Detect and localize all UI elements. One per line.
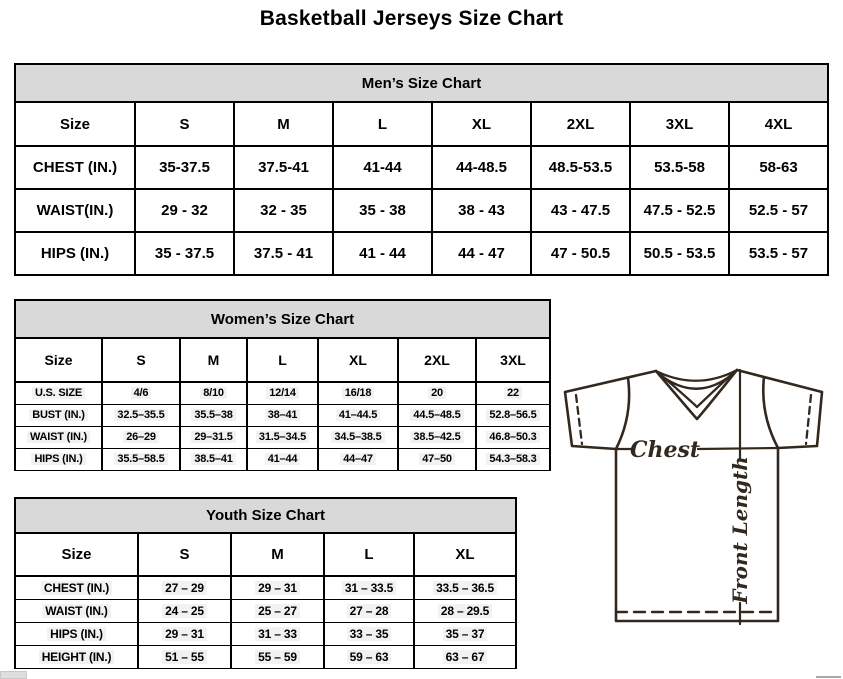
size-value-text: 38–41 [265, 409, 301, 421]
size-value-text: 41–44.5 [336, 409, 380, 421]
table-row [15, 404, 550, 426]
table-row [15, 338, 550, 382]
size-value-text: 22 [504, 387, 522, 399]
column-header: Size [15, 533, 138, 576]
size-value-text: 35.5–58.5 [114, 453, 167, 465]
row-label [15, 599, 138, 622]
size-value [318, 426, 398, 448]
size-value [102, 404, 180, 426]
size-value [180, 404, 247, 426]
size-value: 58-63 [729, 146, 828, 189]
size-value-text: 63 – 67 [443, 650, 488, 664]
column-header: Size [15, 102, 135, 146]
size-value: 35-37.5 [135, 146, 234, 189]
size-value: 48.5-53.5 [531, 146, 630, 189]
table-row [15, 102, 828, 146]
row-label [15, 645, 138, 668]
table-row [15, 146, 828, 189]
size-value: 37.5-41 [234, 146, 333, 189]
size-value [398, 404, 476, 426]
size-value-text: 34.5–38.5 [331, 431, 384, 443]
jersey-vneck-outer [656, 370, 737, 419]
size-value [247, 426, 318, 448]
size-value-text: 41–44 [265, 453, 301, 465]
column-header: M [234, 102, 333, 146]
table-row [15, 300, 550, 338]
size-value: 44 - 47 [432, 232, 531, 275]
row-label-text: WAIST (IN.) [27, 431, 90, 443]
column-header: 3XL [476, 338, 550, 382]
size-value [102, 448, 180, 470]
size-value-text: 47–50 [419, 453, 455, 465]
size-value-text: 44–47 [340, 453, 376, 465]
size-value-text: 12/14 [266, 387, 299, 399]
column-header: S [138, 533, 231, 576]
womens-size-chart-table [14, 299, 551, 471]
row-label-text: HIPS (IN.) [47, 627, 106, 641]
size-value-text: 52.8–56.5 [486, 409, 539, 421]
table-row [15, 232, 828, 275]
size-value-text: 51 – 55 [162, 650, 207, 664]
size-value [324, 645, 414, 668]
column-header: XL [414, 533, 516, 576]
size-value: 41-44 [333, 146, 432, 189]
table-row [15, 426, 550, 448]
mens-size-chart-table [14, 63, 829, 276]
row-label-text: HIPS (IN.) [31, 453, 85, 465]
column-header: 2XL [531, 102, 630, 146]
size-value-text: 4/6 [131, 387, 152, 399]
size-value-text: 31 – 33 [255, 627, 300, 641]
size-value: 32 - 35 [234, 189, 333, 232]
column-header: S [135, 102, 234, 146]
size-value-text: 35.5–38 [191, 409, 235, 421]
size-value: 38 - 43 [432, 189, 531, 232]
size-value: 37.5 - 41 [234, 232, 333, 275]
row-label-text: BUST (IN.) [29, 409, 87, 421]
size-value [414, 622, 516, 645]
mens-chart-title: Men’s Size Chart [15, 64, 828, 102]
size-value-text: 8/10 [200, 387, 227, 399]
size-value [398, 426, 476, 448]
size-value [247, 448, 318, 470]
youth-size-chart-table [14, 497, 517, 669]
size-value [231, 645, 324, 668]
youth-size-chart-section [14, 497, 517, 669]
size-value-text: 20 [428, 387, 446, 399]
table-row [15, 382, 550, 404]
size-value [318, 404, 398, 426]
front-length-label: Front Length [728, 456, 752, 604]
size-value [398, 382, 476, 404]
size-value: 53.5-58 [630, 146, 729, 189]
size-value-text: 27 – 29 [162, 581, 207, 595]
size-value-text: 25 – 27 [255, 604, 300, 618]
size-value [138, 645, 231, 668]
jersey-right-seam [763, 377, 778, 448]
size-value [102, 382, 180, 404]
row-label [15, 382, 102, 404]
size-value [324, 622, 414, 645]
womens-chart-title: Women’s Size Chart [15, 300, 550, 338]
size-value: 29 - 32 [135, 189, 234, 232]
jersey-measurement-diagram [552, 360, 843, 626]
jersey-right-sleeve-hem-dashes [806, 395, 811, 444]
row-label [15, 426, 102, 448]
column-header: Size [15, 338, 102, 382]
size-value [247, 404, 318, 426]
row-label [15, 622, 138, 645]
row-label-text: WAIST (IN.) [42, 604, 110, 618]
jersey-body-outline [616, 448, 778, 621]
size-value [247, 382, 318, 404]
size-value [102, 426, 180, 448]
table-row [15, 576, 516, 599]
row-label: WAIST(IN.) [15, 189, 135, 232]
size-value-text: 33.5 – 36.5 [433, 581, 497, 595]
size-value-text: 26–29 [123, 431, 159, 443]
size-value-text: 59 – 63 [347, 650, 392, 664]
table-row [15, 498, 516, 533]
size-value-text: 38.5–42.5 [410, 431, 463, 443]
size-value [318, 382, 398, 404]
size-value [318, 448, 398, 470]
size-value-text: 35 – 37 [443, 627, 488, 641]
column-header: L [333, 102, 432, 146]
jersey-left-seam [616, 378, 629, 449]
size-value [180, 448, 247, 470]
size-value [414, 599, 516, 622]
column-header: S [102, 338, 180, 382]
size-value-text: 29–31.5 [191, 431, 235, 443]
size-value: 44-48.5 [432, 146, 531, 189]
chest-label: Chest [629, 437, 701, 463]
column-header: 4XL [729, 102, 828, 146]
row-label [15, 448, 102, 470]
table-row [15, 645, 516, 668]
size-value-text: 29 – 31 [162, 627, 207, 641]
column-header: 3XL [630, 102, 729, 146]
size-value-text: 54.3–58.3 [486, 453, 539, 465]
size-value-text: 46.8–50.3 [486, 431, 539, 443]
size-value: 53.5 - 57 [729, 232, 828, 275]
size-value [180, 382, 247, 404]
row-label-text: HEIGHT (IN.) [39, 650, 115, 664]
column-header: 2XL [398, 338, 476, 382]
size-value-text: 55 – 59 [255, 650, 300, 664]
size-value [324, 576, 414, 599]
size-value [231, 599, 324, 622]
column-header: XL [318, 338, 398, 382]
size-value-text: 29 – 31 [255, 581, 300, 595]
table-row [15, 622, 516, 645]
size-value [414, 645, 516, 668]
size-value-text: 44.5–48.5 [410, 409, 463, 421]
horizontal-scrollbar-fragment[interactable] [816, 676, 841, 678]
table-row [15, 599, 516, 622]
column-header: M [231, 533, 324, 576]
size-value [180, 426, 247, 448]
size-value [476, 448, 550, 470]
horizontal-scrollbar-thumb[interactable] [0, 671, 27, 679]
table-row [15, 189, 828, 232]
table-row [15, 448, 550, 470]
size-value [138, 622, 231, 645]
size-value [231, 576, 324, 599]
size-value-text: 31.5–34.5 [256, 431, 309, 443]
womens-size-chart-section [14, 299, 551, 471]
size-value: 41 - 44 [333, 232, 432, 275]
size-value-text: 32.5–35.5 [114, 409, 167, 421]
size-value-text: 38.5–41 [191, 453, 235, 465]
page-title: Basketball Jerseys Size Chart [259, 7, 564, 30]
size-value [138, 599, 231, 622]
size-value-text: 31 – 33.5 [342, 581, 396, 595]
column-header: L [247, 338, 318, 382]
row-label: CHEST (IN.) [15, 146, 135, 189]
size-value [476, 426, 550, 448]
size-value [324, 599, 414, 622]
size-value [231, 622, 324, 645]
size-value-text: 27 – 28 [347, 604, 392, 618]
size-value: 52.5 - 57 [729, 189, 828, 232]
size-value [138, 576, 231, 599]
youth-chart-title: Youth Size Chart [15, 498, 516, 533]
size-value: 35 - 38 [333, 189, 432, 232]
row-label-text: CHEST (IN.) [41, 581, 112, 595]
size-value-text: 16/18 [342, 387, 375, 399]
column-header: L [324, 533, 414, 576]
row-label [15, 576, 138, 599]
column-header: M [180, 338, 247, 382]
size-value [476, 404, 550, 426]
table-row [15, 64, 828, 102]
size-value: 47 - 50.5 [531, 232, 630, 275]
row-label: HIPS (IN.) [15, 232, 135, 275]
row-label [15, 404, 102, 426]
row-label-text: U.S. SIZE [32, 387, 85, 399]
size-value-text: 28 – 29.5 [438, 604, 492, 618]
column-header: XL [432, 102, 531, 146]
size-value: 35 - 37.5 [135, 232, 234, 275]
table-row [15, 533, 516, 576]
size-value-text: 24 – 25 [162, 604, 207, 618]
size-value-text: 33 – 35 [347, 627, 392, 641]
size-value: 50.5 - 53.5 [630, 232, 729, 275]
size-value [476, 382, 550, 404]
mens-size-chart-section [14, 63, 829, 276]
size-value: 47.5 - 52.5 [630, 189, 729, 232]
size-value [398, 448, 476, 470]
size-value: 43 - 47.5 [531, 189, 630, 232]
jersey-left-sleeve-hem-dashes [576, 395, 582, 444]
size-value [414, 576, 516, 599]
